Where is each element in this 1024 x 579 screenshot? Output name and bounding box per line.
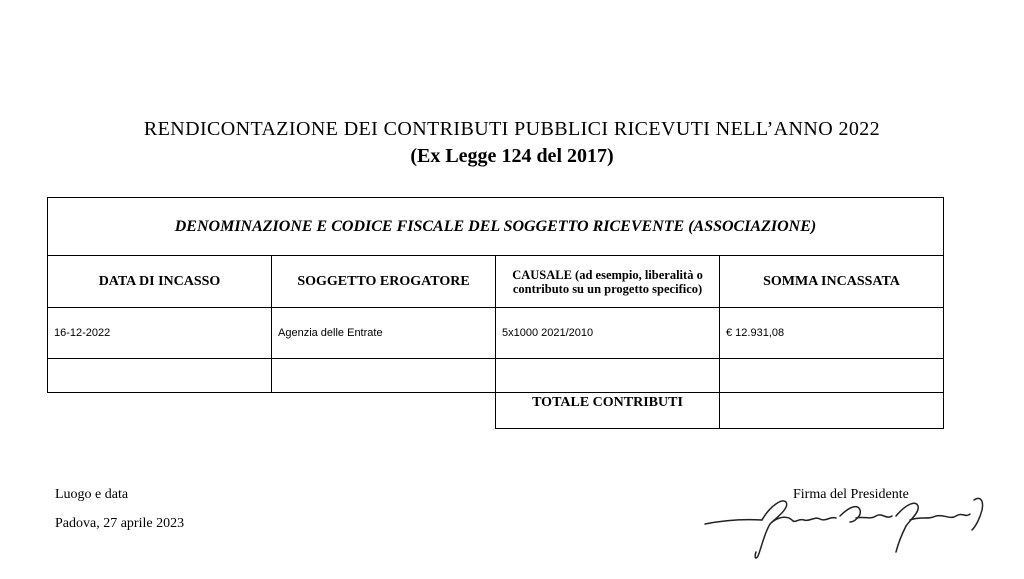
title-subtitle: (Ex Legge 124 del 2017) xyxy=(410,145,614,167)
empty-table-row xyxy=(48,359,944,393)
empty-cell xyxy=(272,359,496,393)
document-title xyxy=(0,116,1024,170)
empty-cell xyxy=(720,359,944,393)
column-header-giver: SOGGETTO EROGATORE xyxy=(272,256,496,308)
cell-date: 16-12-2022 xyxy=(48,308,272,359)
recipient-header-cell: DENOMINAZIONE E CODICE FISCALE DEL SOGGETTO RICEVENTE (ASSOCIAZIONE) xyxy=(48,198,944,256)
column-header-amount: SOMMA INCASSATA xyxy=(720,256,944,308)
cell-amount: € 12.931,08 xyxy=(720,308,944,359)
empty-cell xyxy=(496,359,720,393)
title-main: RENDICONTAZIONE DEI CONTRIBUTI PUBBLICI RICEVUTI NELL’ANNO 2022 xyxy=(143,118,881,140)
contributions-table xyxy=(47,197,944,429)
table-row xyxy=(48,308,944,359)
table-header-row xyxy=(48,198,944,256)
column-headers-row xyxy=(48,256,944,308)
cell-reason: 5x1000 2021/2010 xyxy=(496,308,720,359)
total-row xyxy=(48,393,944,429)
empty-cell xyxy=(48,359,272,393)
total-label: TOTALE CONTRIBUTI xyxy=(496,393,720,429)
column-header-reason: CAUSALE (ad esempio, liberalità o contributo su un progetto specifico) xyxy=(496,256,720,308)
place-date-label: Luogo e data xyxy=(55,487,129,502)
column-header-date: DATA DI INCASSO xyxy=(48,256,272,308)
place-date-value: Padova, 27 aprile 2023 xyxy=(55,516,185,531)
signature-label: Firma del Presidente xyxy=(793,487,909,502)
blank-cell xyxy=(272,393,496,429)
total-value xyxy=(720,393,944,429)
blank-cell xyxy=(48,393,272,429)
cell-giver: Agenzia delle Entrate xyxy=(272,308,496,359)
